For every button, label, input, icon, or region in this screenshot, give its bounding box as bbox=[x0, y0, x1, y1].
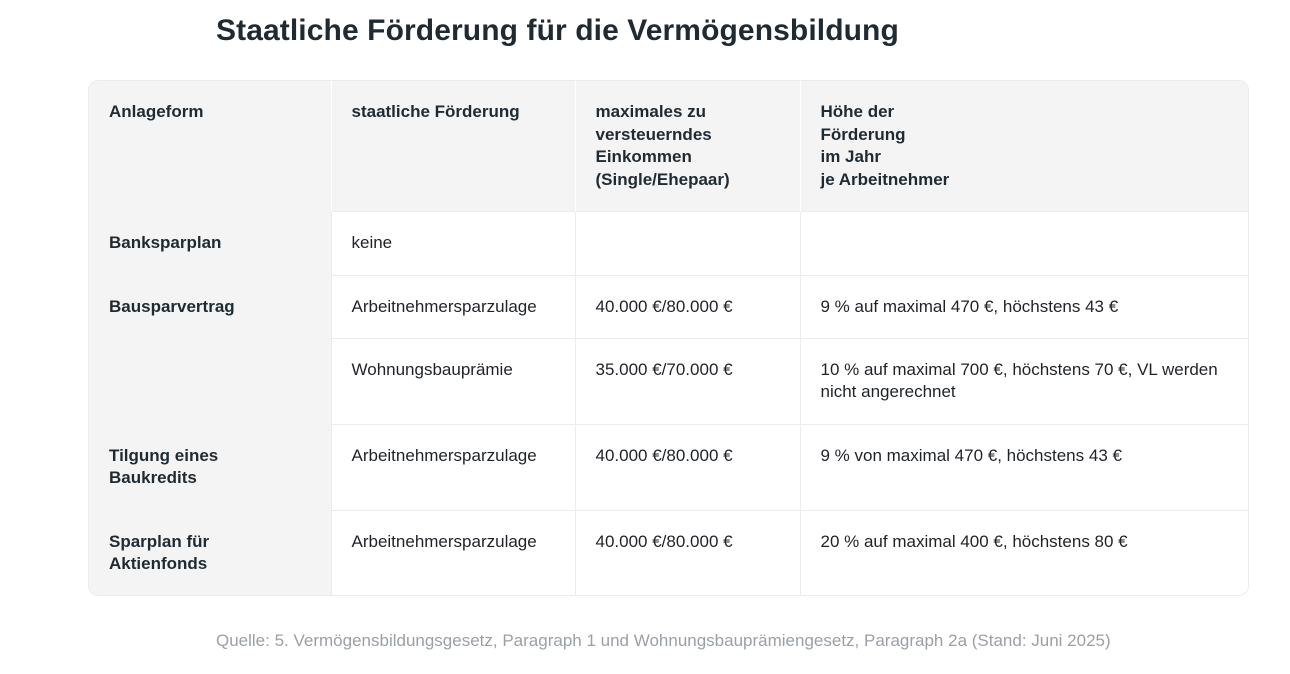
header-hoehe-foerderung bbox=[800, 81, 1249, 211]
table-header-row bbox=[89, 81, 1249, 211]
cell-anlageform: Banksparplan bbox=[89, 211, 331, 275]
source-note: Quelle: 5. Vermögensbildungsgesetz, Paragraph 1 und Wohnungsbauprämiengesetz, Paragraph 2a (Stand: Juni 2025) bbox=[216, 631, 1111, 650]
table-row bbox=[89, 211, 1249, 275]
funding-table bbox=[89, 81, 1249, 596]
cell-foerderung: Arbeitnehmersparzulage bbox=[331, 510, 575, 596]
cell-anlageform: Sparplan für Aktienfonds bbox=[89, 510, 331, 596]
header-line: Einkommen bbox=[595, 147, 692, 166]
header-max-einkommen bbox=[575, 81, 800, 211]
cell-foerderung: keine bbox=[331, 211, 575, 275]
header-staatliche-foerderung: staatliche Förderung bbox=[331, 81, 575, 211]
cell-einkommen: 40.000 €/80.000 € bbox=[575, 510, 800, 596]
cell-foerderung: Arbeitnehmersparzulage bbox=[331, 275, 575, 338]
header-anlageform: Anlageform bbox=[89, 81, 331, 211]
cell-hoehe: 10 % auf maximal 700 €, höchstens 70 €, VL werden nicht angerechnet bbox=[800, 338, 1249, 424]
table-row bbox=[89, 424, 1249, 510]
funding-table-container bbox=[88, 80, 1249, 596]
table-row bbox=[89, 510, 1249, 596]
cell-einkommen: 40.000 €/80.000 € bbox=[575, 424, 800, 510]
cell-anlageform: Tilgung eines Baukredits bbox=[89, 424, 331, 510]
cell-hoehe: 9 % auf maximal 470 €, höchstens 43 € bbox=[800, 275, 1249, 338]
header-line: maximales zu bbox=[595, 102, 707, 121]
header-line: (Single/Ehepaar) bbox=[595, 169, 730, 189]
cell-hoehe: 9 % von maximal 470 €, höchstens 43 € bbox=[800, 424, 1249, 510]
cell-anlageform: Bausparvertrag bbox=[89, 275, 331, 424]
page-title: Staatliche Förderung für die Vermögensbildung bbox=[216, 14, 899, 47]
header-line: im Jahr bbox=[820, 147, 881, 166]
header-line: versteuerndes bbox=[595, 124, 712, 144]
cell-einkommen bbox=[575, 211, 800, 275]
table-row bbox=[89, 275, 1249, 338]
header-line: je Arbeitnehmer bbox=[820, 169, 950, 189]
cell-foerderung: Wohnungsbauprämie bbox=[331, 338, 575, 424]
cell-foerderung: Arbeitnehmersparzulage bbox=[331, 424, 575, 510]
cell-einkommen: 35.000 €/70.000 € bbox=[575, 338, 800, 424]
header-line: Höhe der bbox=[820, 102, 895, 121]
cell-hoehe: 20 % auf maximal 400 €, höchstens 80 € bbox=[800, 510, 1249, 596]
cell-hoehe bbox=[800, 211, 1249, 275]
header-line: Förderung bbox=[820, 124, 906, 144]
cell-einkommen: 40.000 €/80.000 € bbox=[575, 275, 800, 338]
